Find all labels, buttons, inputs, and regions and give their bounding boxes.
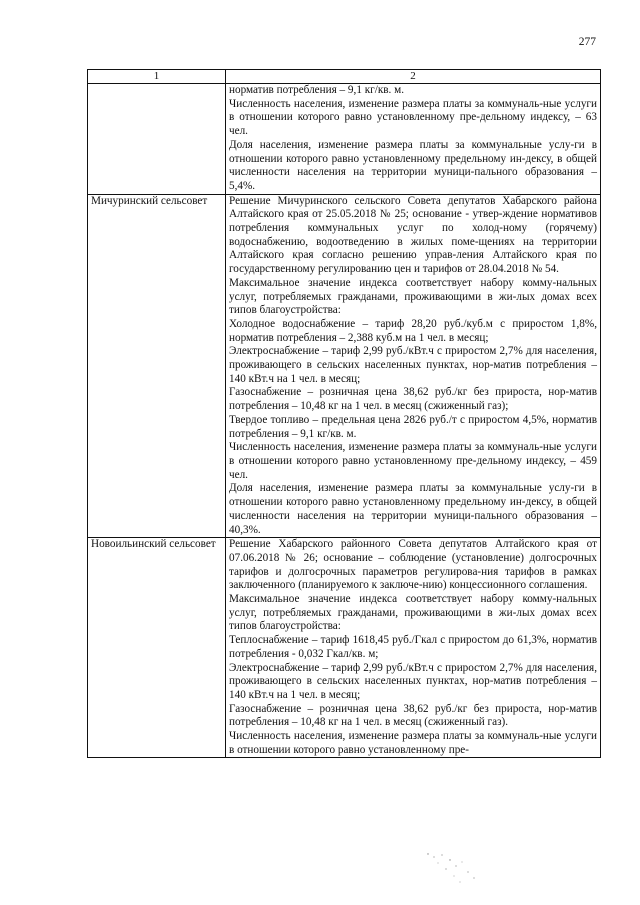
paragraph: Решение Хабарского районного Совета депутатов Алтайского края от 07.06.2018 № 26; основание – соблюдение (установление) долгосрочных тарифов и долгосрочных параметров регулирова-ния тарифов в рамках заключенного (планируемого к заключе-нию) концессионного соглашения. xyxy=(229,538,597,592)
paragraph: Численность населения, изменение размера платы за коммуналь-ные услуги в отношении которого равно установленному пре-дельному индексу, – 459 чел. xyxy=(229,441,597,481)
data-table xyxy=(87,69,601,758)
paragraph: Электроснабжение – тариф 2,99 руб./кВт.ч с приростом 2,7% для населения, проживающего в сельских населенных пунктах, нор-матив потребления – 140 кВт.ч на 1 чел. в месяц; xyxy=(229,661,597,701)
table-row xyxy=(88,84,601,195)
paragraph: норматив потребления – 9,1 кг/кв. м. xyxy=(229,84,405,96)
paragraph: Доля населения, изменение размера платы за коммунальные услу-ги в отношении которого равно установленному предельному ин-дексу, в общей численности населения на территории муници-пального образования – 5,4%. xyxy=(229,138,597,192)
table-header-row xyxy=(88,70,601,84)
paragraph: Численность населения, изменение размера платы за коммуналь-ные услуги в отношении которого равно установленному пре- xyxy=(229,730,597,756)
paragraph: Доля населения, изменение размера платы за коммунальные услу-ги в отношении которого равно установленному предельному ин-дексу, в общей численности населения на территории муници-пального образования – 40,3%. xyxy=(229,482,597,536)
paragraph: Максимальное значение индекса соответствует набору комму-нальных услуг, потребляемых гражданами, проживающими в жи-лых домах всех типов благоустройства: xyxy=(229,276,597,317)
decision-text xyxy=(226,538,601,758)
paragraph: Электроснабжение – тариф 2,99 руб./кВт.ч с приростом 2,7% для населения, проживающего в сельских населенных пунктах, нор-матив потребления – 140 кВт.ч на 1 чел. в месяц; xyxy=(229,345,597,385)
column-header-2: 2 xyxy=(226,70,601,84)
paragraph: Твердое топливо – предельная цена 2826 руб./т с приростом 4,5%, норматив потребления – 9,1 кг/кв. м. xyxy=(229,413,597,440)
paragraph: Максимальное значение индекса соответствует набору комму-нальных услуг, потребляемых гражданами, проживающими в жи-лых домах всех типов благоустройства: xyxy=(229,593,597,633)
paragraph: Газоснабжение – розничная цена 38,62 руб./кг без прироста, нор-матив потребления – 10,48 кг на 1 чел. в месяц (сжиженный газ); xyxy=(229,386,597,413)
scan-noise-marks xyxy=(420,848,490,888)
paragraph: Холодное водоснабжение – тариф 28,20 руб./куб.м с приростом 1,8%, норматив потребления – 2,388 куб.м на 1 чел. в месяц; xyxy=(229,317,597,344)
table-row xyxy=(88,194,601,538)
paragraph: Численность населения, изменение размера платы за коммуналь-ные услуги в отношении которого равно установленному пре-дельному индексу, – 63 чел. xyxy=(229,97,597,138)
paragraph: Газоснабжение – розничная цена 38,62 руб./кг без прироста, нор-матив потребления – 10,48 кг на 1 чел. в месяц (сжиженный газ). xyxy=(229,702,597,729)
table-row xyxy=(88,538,601,758)
decision-text xyxy=(226,194,601,538)
page-number: 277 xyxy=(578,36,596,48)
municipality-name: Мичуринский сельсовет xyxy=(88,194,226,538)
decision-text xyxy=(226,84,601,195)
column-header-1: 1 xyxy=(88,70,226,84)
municipality-name xyxy=(88,84,226,195)
municipality-name: Новоильинский сельсовет xyxy=(88,538,226,758)
paragraph: Решение Мичуринского сельского Совета депутатов Хабарского района Алтайского края от 25.05.2018 № 25; основание - утвер-ждение нормативов потребления коммунальных услуг по холод-ному (горячему) водоснабжению, водоотведению в жилых поме-щениях на территории Алтайского края согласно решению управ-ления Алтайского края по государственному регулированию цен и тарифов от 28.04.2018 № 54. xyxy=(229,194,597,276)
paragraph: Теплоснабжение – тариф 1618,45 руб./Гкал с приростом до 61,3%, норматив потребления - 0,032 Гкал/кв. м; xyxy=(229,634,597,660)
